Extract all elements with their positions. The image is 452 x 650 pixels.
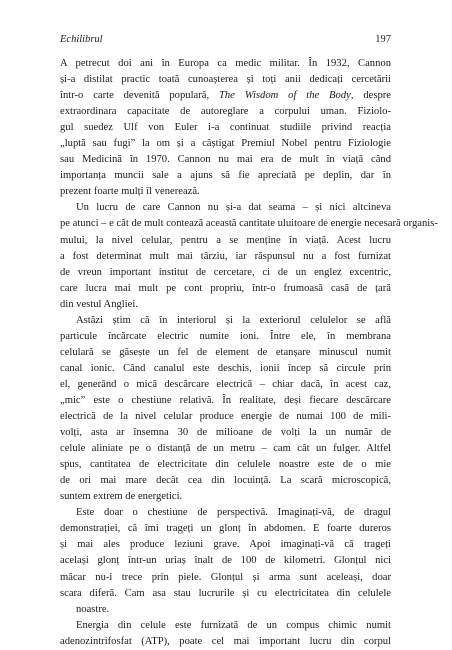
- body-text: [60, 56, 438, 650]
- text-line: de vreun important institut de cercetare, ci de un englez excentric,: [60, 266, 391, 278]
- paragraph: [60, 505, 391, 617]
- text-line: adenozintrifosfat (ATP), poate cel mai important lucru din corpul: [60, 635, 391, 647]
- page-number: 197: [375, 34, 391, 45]
- running-head: [60, 34, 391, 50]
- text-line: sau Medicină în 1970. Cannon nu mai era de mult în viață când: [60, 154, 391, 166]
- running-title: Echilibrul: [60, 34, 103, 45]
- paragraph: [60, 618, 391, 650]
- text-line: canal ionic. Când canalul este deschis, ionii încep să circule prin: [60, 362, 391, 374]
- paragraph: [60, 200, 438, 312]
- text-line: pe atunci – e cât de mult contează această cantitate uluitoare de energie necesară organis-: [60, 218, 438, 230]
- text-line: măcar nu-i trece prin piele. Glonțul și arma sunt aceleași, doar: [60, 571, 391, 583]
- text-line: celule aliniate pe o distanță de un metru – cam cât un fulger. Altfel: [60, 443, 391, 455]
- text-line: „luptă sau fugi” la om și a câștigat Premiul Nobel pentru Fiziologie: [60, 138, 391, 150]
- text-line: a fost determinat mult mai târziu, iar răspunsul nu a fost furnizat: [60, 250, 391, 262]
- text-line: și-a distilat practic toată cunoașterea și toți anii dedicați cercetării: [60, 74, 391, 86]
- text-line: electrică de la nivel celular produce energie de numai 100 de mili-: [60, 411, 391, 423]
- text-line: demonstrației, că îmi trageți un glonț în abdomen. E foarte dureros: [60, 523, 391, 535]
- text-line: celulară se găsește un fel de element de etanșare minuscul numit: [60, 346, 391, 358]
- text-line: importanța muncii sale a ajuns să fie apreciată pe deplin, dar în: [60, 170, 391, 182]
- text-line: care lucra mai mult pe cont propriu, într-o frumoasă casă de țară: [60, 282, 391, 294]
- text-line: „mic” este o chestiune relativă. În realitate, deși fiecare descărcare: [60, 394, 391, 406]
- text-line: Un lucru de care Cannon nu și-a dat seama – și nici altcineva: [76, 202, 391, 214]
- text-line: mului, la nivel celular, pentru a se menține în viață. Acest lucru: [60, 234, 391, 246]
- text-line: volți, asta ar însemna 30 de milioane de volți la un număr de: [60, 427, 391, 439]
- text-line: Astăzi știm că în interiorul și la exteriorul celulelor se află: [76, 314, 391, 326]
- book-title: The Wisdom of the Body: [218, 90, 351, 102]
- text-line: particule încărcate electric numite ioni. Între ele, în membrana: [60, 330, 391, 342]
- text-line: Este doar o chestiune de perspectivă. Imaginați-vă, de dragul: [76, 507, 391, 519]
- text-line: prezent foarte mulți îl venerează.: [60, 186, 200, 198]
- text-line: Energia din celule este furnizată de un compus chimic numit: [76, 619, 391, 631]
- text-line: într-o carte devenită populară, The Wisdom of the Body, despre: [60, 90, 391, 102]
- text-line: din vestul Angliei.: [60, 298, 138, 310]
- text-line: de ori mai mare decât cea din locuință. La scară microscopică,: [60, 475, 391, 487]
- paragraph: [60, 56, 391, 200]
- text-line: și mai ales produce leziuni grave. Apoi imaginați-vă că trageți: [60, 539, 391, 551]
- text-line: scara diferă. Cam asa stau lucrurile și cu electricitatea din celulele: [60, 587, 391, 599]
- text-line: gul suedez Ulf von Euler i-a continuat studiile privind reacția: [60, 122, 391, 134]
- text-line: spus, cantitatea de electricitate din celulele noastre este de o mie: [60, 459, 391, 471]
- text-line: același glonț într-un uriaș înalt de 100 de kilometri. Glonțul nici: [60, 555, 391, 567]
- text-line: el, generând o mică descărcare electrică – chiar dacă, în acest caz,: [60, 378, 391, 390]
- text-line: extraordinara capacitate de autoreglare a corpului uman. Fiziolo-: [60, 106, 391, 118]
- text-line: suntem extrem de energetici.: [60, 491, 183, 503]
- text-line: A petrecut doi ani în Europa ca medic militar. În 1932, Cannon: [60, 58, 391, 69]
- text-line: noastre.: [76, 603, 110, 615]
- paragraph: [60, 313, 391, 506]
